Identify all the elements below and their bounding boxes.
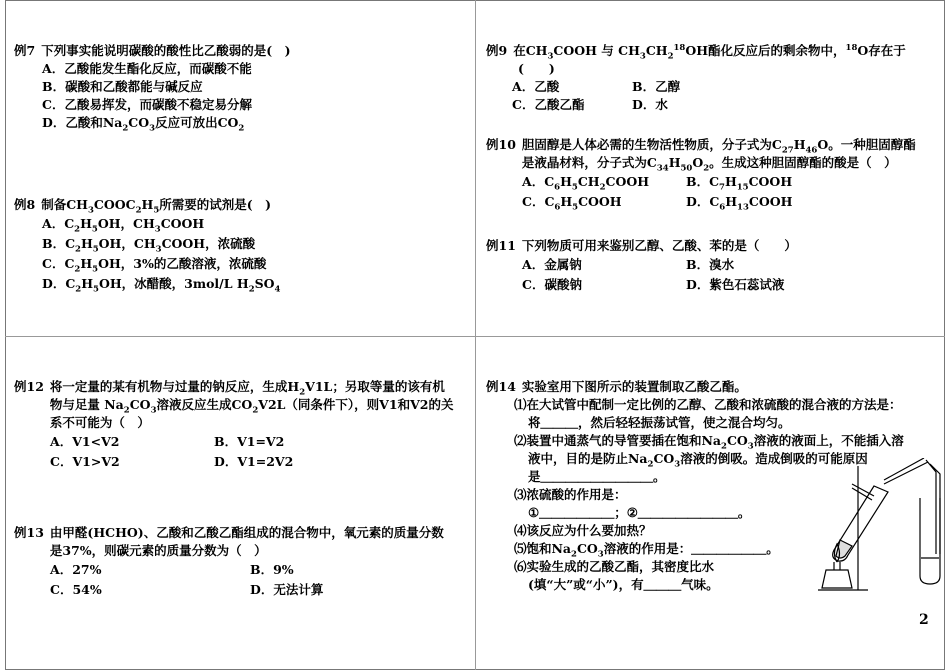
question-11-number: 例11 — [486, 238, 516, 253]
question-8-stem: 制备$CH_3COOC_2H_5$所需要的试剂是( ) — [41, 197, 272, 216]
delivery-tube-down — [926, 460, 940, 554]
question-11 — [486, 237, 936, 295]
question-8-option-d: D．$C_2H_5OH$，冰醋酸，3mol/L $H_2SO_4$ — [42, 276, 281, 295]
question-11-stem: 下列物质可用来鉴别乙醇、乙酸、苯的是（ ） — [521, 238, 797, 253]
question-13-number: 例13 — [14, 525, 44, 540]
question-14-part-2a: ⑵装置中通蒸气的导管要插在饱和$Na_2CO_3$溶液的液面上，不能插入溶 — [514, 433, 904, 452]
question-7-option-c: C．乙酸易挥发，而碳酸不稳定易分解 — [42, 97, 252, 112]
question-9-option-c: C．乙酸乙酯 — [512, 97, 585, 112]
question-9-number: 例9 — [486, 43, 508, 58]
question-10-number: 例10 — [486, 137, 516, 152]
horizontal-divider — [5, 336, 945, 337]
question-9-option-a: A．乙酸 — [512, 79, 560, 94]
question-14-part-4: ⑷该反应为什么要加热？ — [514, 523, 652, 538]
question-7-option-b: B．碳酸和乙酸都能与碱反应 — [42, 79, 203, 94]
question-13-option-b: B．9% — [250, 562, 294, 577]
question-8 — [14, 196, 464, 294]
question-11-option-d: D．紫色石蕊试液 — [686, 277, 785, 292]
question-7-option-d: D．乙酸和$Na_2CO_3$反应可放出$CO_2$ — [42, 115, 245, 134]
question-7-stem: 下列事实能说明碳酸的酸性比乙酸弱的是( ) — [41, 43, 291, 58]
page-number: 2 — [919, 612, 929, 628]
question-10-option-a: A．$C_6H_5CH_2COOH$ — [522, 174, 650, 193]
question-14-part-2c: 是＿＿＿＿＿＿＿＿＿。 — [528, 469, 666, 484]
question-14-part-5: ⑸饱和$Na_2CO_3$溶液的作用是：＿＿＿＿＿＿。 — [514, 541, 779, 560]
question-7 — [14, 42, 464, 132]
question-14-part-1a: ⑴在大试管中配制一定比例的乙醇、乙酸和浓硫酸的混合液的方法是： — [514, 397, 902, 412]
question-13-option-d: D．无法计算 — [250, 582, 324, 597]
question-11-option-b: B．溴水 — [686, 257, 735, 272]
question-8-option-b: B．$C_2H_5OH$，$CH_3COOH$，浓硫酸 — [42, 236, 256, 255]
question-12 — [14, 378, 466, 472]
question-13-option-a: A．27% — [50, 562, 102, 577]
question-8-option-c: C．$C_2H_5OH$，3%的乙酸溶液，浓硫酸 — [42, 256, 267, 275]
question-8-number: 例8 — [14, 197, 36, 212]
question-9-stem: 在$CH_3COOH$ 与 $CH_3CH_2^{18}OH$酯化反应后的剩余物中，$^{18}$O存在于 — [513, 42, 906, 62]
vertical-divider — [475, 0, 476, 670]
question-13-stem: 由甲醛(HCHO)、乙酸和乙酸乙酯组成的混合物中，氧元素的质量分数 是37%，则碳元素的质量分数为（ ） — [49, 525, 444, 558]
question-14-part-1b: 将＿＿＿，然后轻轻振荡试管，使之混合均匀。 — [528, 415, 791, 430]
delivery-tube — [884, 458, 928, 484]
question-14-part-2b: 液中，目的是防止$Na_2CO_3$溶液的倒吸。造成倒吸的可能原因 — [528, 451, 868, 470]
question-9-option-d: D．水 — [632, 97, 668, 112]
esterification-apparatus-illustration — [812, 458, 944, 608]
question-11-option-a: A．金属钠 — [522, 257, 582, 272]
question-10-option-d: D．$C_6H_{13}COOH$ — [686, 194, 793, 213]
collecting-tube — [920, 498, 940, 584]
question-7-option-a: A．乙酸能发生酯化反应，而碳酸不能 — [42, 61, 252, 76]
question-11-option-c: C．碳酸钠 — [522, 277, 582, 292]
question-10 — [486, 136, 936, 212]
question-10-stem: 胆固醇是人体必需的生物活性物质，分子式为$C_{27}H_{46}O$。一种胆固醇酯 是液晶材料，分子式为$C_{34}H_{50}O_2$。生成这种胆固醇酯的酸是（ ） — [521, 137, 916, 174]
question-7-number: 例7 — [14, 43, 36, 58]
alcohol-lamp — [822, 570, 852, 588]
question-14-part-6a: ⑹实验生成的乙酸乙酯，其密度比水 — [514, 559, 715, 574]
question-9-option-b: B．乙醇 — [632, 79, 681, 94]
lamp-wick — [834, 562, 840, 570]
question-12-option-c: C．V1>V2 — [50, 454, 120, 469]
question-13-option-c: C．54% — [50, 582, 102, 597]
question-12-stem: 将一定量的某有机物与过量的钠反应，生成$H_2V1L$；另取等量的该有机 物与足量 $Na_2CO_3$溶液反应生成$CO_2V2L$（同条件下），则V1和V2的关 系不可能为（ ） — [49, 379, 454, 430]
question-12-number: 例12 — [14, 379, 44, 394]
question-14-part-6b: (填“大”或“小”)，有＿＿＿气味。 — [528, 577, 719, 592]
question-14-part-3b: ①＿＿＿＿＿＿；②＿＿＿＿＿＿＿＿。 — [528, 505, 751, 520]
question-13 — [14, 524, 466, 600]
question-9-paren: ( ) — [518, 61, 555, 76]
question-10-option-b: B．$C_7H_{15}COOH$ — [686, 174, 793, 193]
question-10-option-c: C．$C_6H_5COOH$ — [522, 194, 622, 213]
question-14-number: 例14 — [486, 379, 516, 394]
question-9 — [486, 42, 936, 114]
question-14-part-3a: ⑶浓硫酸的作用是： — [514, 487, 627, 502]
question-14-stem: 实验室用下图所示的装置制取乙酸乙酯。 — [521, 379, 747, 394]
question-8-option-a: A．$C_2H_5OH$，$CH_3COOH$ — [42, 216, 205, 235]
question-12-option-d: D．V1=2V2 — [214, 454, 294, 469]
question-12-option-b: B．V1=V2 — [214, 434, 285, 449]
question-12-option-a: A．V1<V2 — [50, 434, 120, 449]
